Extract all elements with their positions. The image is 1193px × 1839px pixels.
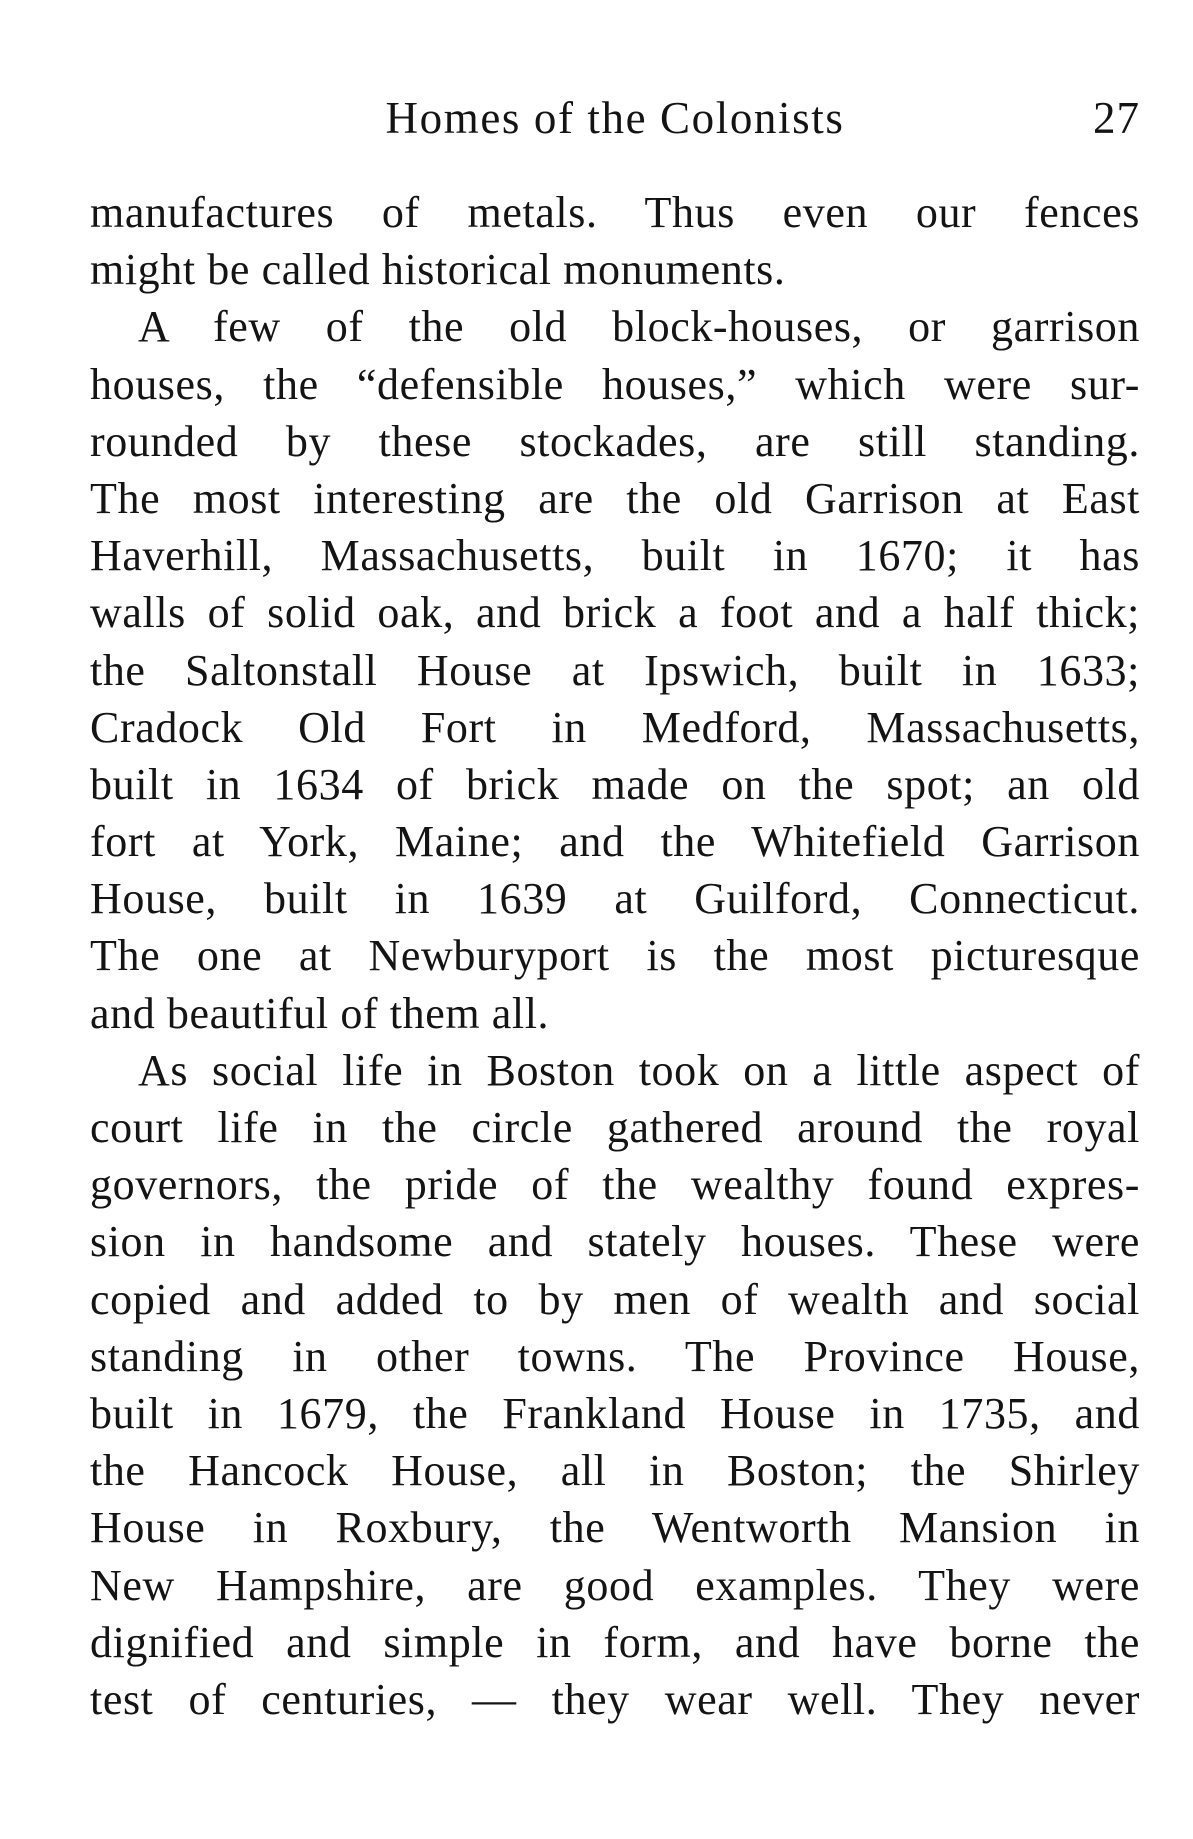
- text-line: Cradock Old Fort in Medford, Massachusetts,: [90, 702, 1140, 752]
- text-line: dignified and simple in form, and have borne the: [90, 1617, 1140, 1667]
- text-line: manufactures of metals. Thus even our fences: [90, 188, 1140, 237]
- page-number: 27: [1093, 93, 1140, 143]
- text-line: House in Roxbury, the Wentworth Mansion in: [90, 1503, 1140, 1553]
- text-line: test of centuries, — they wear well. They never: [90, 1674, 1140, 1724]
- text-line: built in 1679, the Frankland House in 1735, and: [90, 1388, 1140, 1438]
- text-line: House, built in 1639 at Guilford, Connecticut.: [90, 874, 1140, 924]
- text-line: fort at York, Maine; and the Whitefield Garrison: [90, 817, 1140, 867]
- text-line: built in 1634 of brick made on the spot; an old: [90, 759, 1140, 809]
- text-line: A few of the old block-houses, or garrison: [138, 302, 1140, 352]
- text-line: might be called historical monuments.: [90, 245, 786, 295]
- running-title: Homes of the Colonists: [385, 93, 845, 143]
- body-text: [90, 184, 1140, 1728]
- text-line: copied and added to by men of wealth and social: [90, 1274, 1140, 1324]
- running-head: [90, 88, 1140, 148]
- text-line: the Saltonstall House at Ipswich, built in 1633;: [90, 645, 1140, 695]
- text-line: The most interesting are the old Garrison at East: [90, 473, 1140, 523]
- text-line: As social life in Boston took on a little aspect of: [138, 1045, 1140, 1095]
- text-line: New Hampshire, are good examples. They were: [90, 1560, 1140, 1610]
- text-line: The one at Newburyport is the most picturesque: [90, 931, 1140, 981]
- text-line: walls of solid oak, and brick a foot and a half thick;: [90, 588, 1140, 638]
- text-line: and beautiful of them all.: [90, 988, 550, 1038]
- text-line: court life in the circle gathered around the royal: [90, 1103, 1140, 1152]
- text-line: sion in handsome and stately houses. These were: [90, 1217, 1140, 1267]
- text-line: the Hancock House, all in Boston; the Shirley: [90, 1446, 1140, 1496]
- text-line: governors, the pride of the wealthy found expres-: [90, 1160, 1140, 1210]
- text-line: Haverhill, Massachusetts, built in 1670; it has: [90, 531, 1140, 581]
- text-line: houses, the “defensible houses,” which were sur-: [90, 359, 1140, 409]
- text-line: standing in other towns. The Province House,: [90, 1331, 1140, 1381]
- text-line: rounded by these stockades, are still standing.: [90, 416, 1140, 466]
